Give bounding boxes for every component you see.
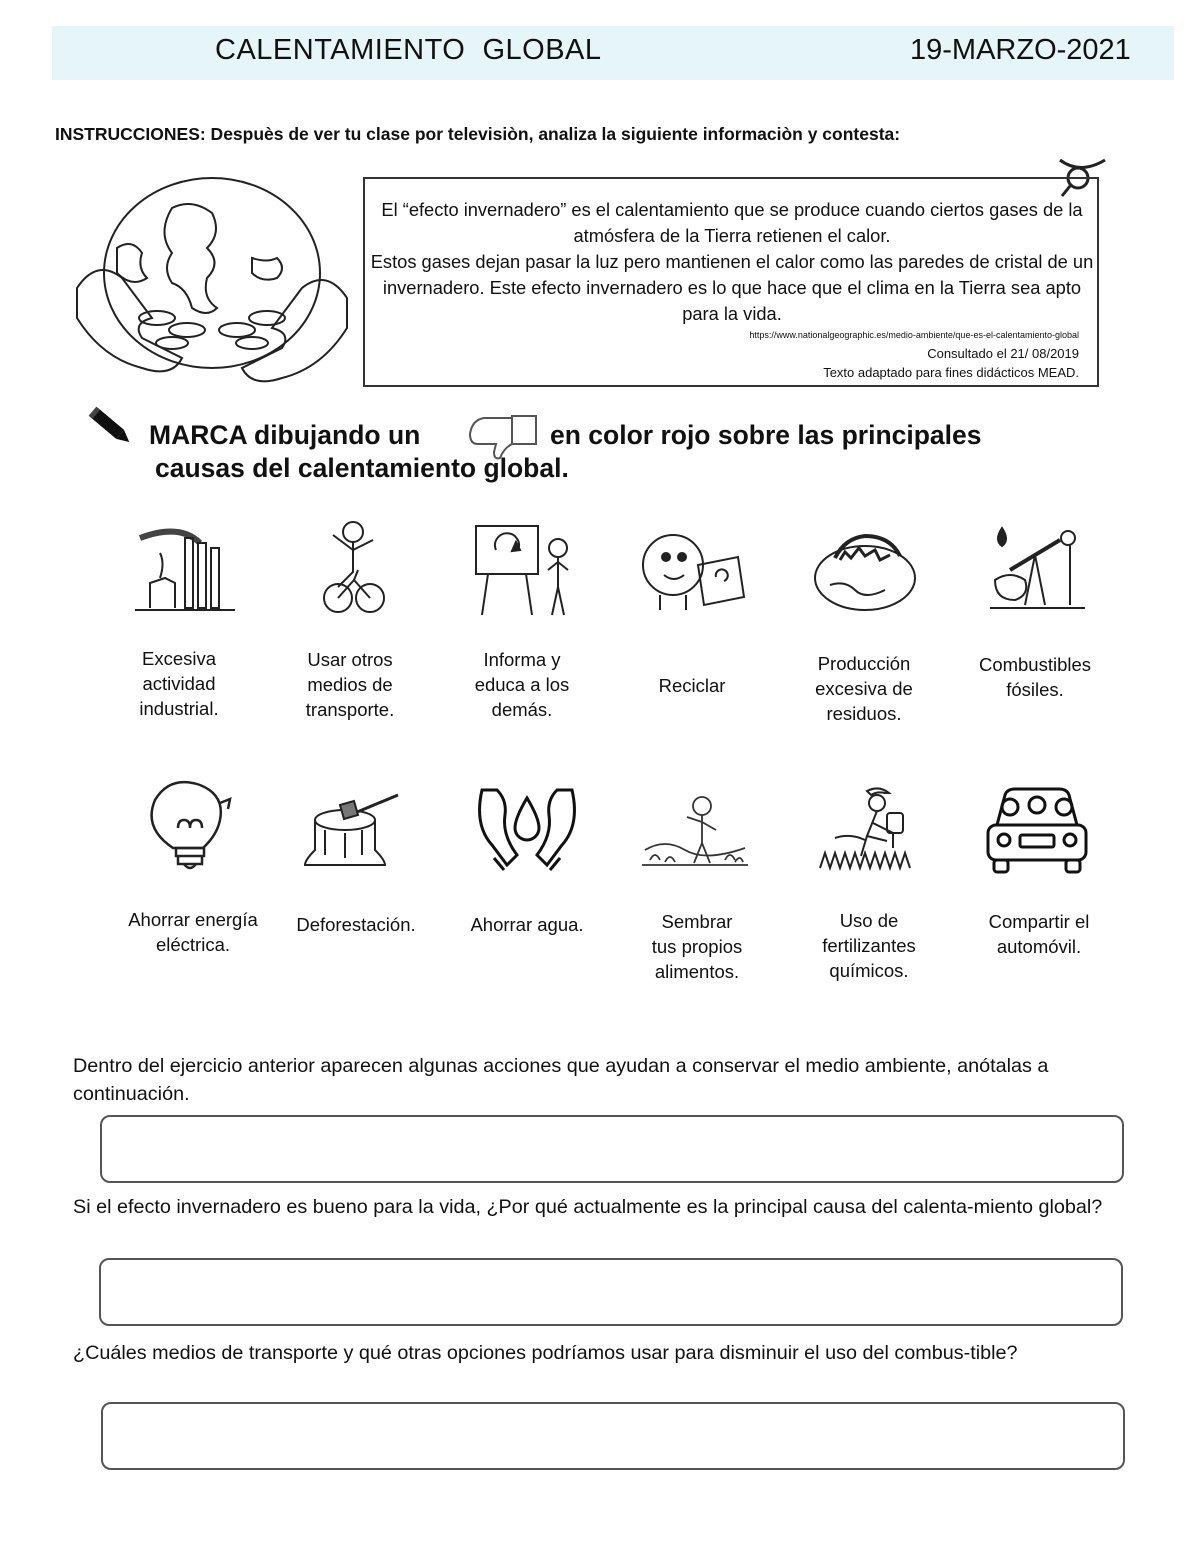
tree-stump-icon	[300, 785, 410, 885]
mark-instruction-part-3: causas del calentamiento global.	[155, 453, 569, 483]
answer-box-3[interactable]	[101, 1402, 1125, 1470]
instructions: INSTRUCCIONES: Despuès de ver tu clase por televisiòn, analiza la siguiente informaciòn y contesta:	[55, 124, 901, 144]
page-title: CALENTAMIENTO GLOBAL	[215, 34, 602, 66]
item-label-5: Producción excesiva de residuos.	[815, 653, 913, 724]
info-text	[370, 197, 1094, 327]
item-label-3: Informa y educa a los demás.	[474, 649, 570, 720]
info-paragraph-2: Estos gases dejan pasar la luz pero mantienen el calor como las paredes de cristal de un invernadero. Este efecto invernadero es lo que hace que el clima en la Tierra sea apto para la vida.	[370, 251, 1094, 324]
oil-pump-icon	[980, 520, 1090, 620]
question-2: Si el efecto invernadero es bueno para la vida, ¿Por qué actualmente es la principal causa del calenta-miento global?	[73, 1196, 1103, 1218]
answer-box-2[interactable]	[99, 1258, 1123, 1326]
item-label-12: Compartir el automóvil.	[988, 911, 1090, 957]
item-label-4: Reciclar	[658, 675, 726, 696]
info-source: https://www.nationalgeographic.es/medio-ambiente/que-es-el-calentamiento-global	[749, 330, 1079, 340]
question-3: ¿Cuáles medios de transporte y qué otras opciones podríamos usar para disminuir el uso del combus-tible?	[73, 1342, 1018, 1364]
easel-icon	[468, 520, 578, 620]
fertilizer-icon	[815, 783, 925, 883]
info-adapted: Texto adaptado para fines didácticos MEAD.	[823, 365, 1079, 380]
mark-instruction-part-1: MARCA dibujando un	[149, 420, 421, 450]
factory-icon	[130, 518, 240, 618]
water-hands-icon	[472, 780, 582, 880]
mark-instruction-part-2: en color rojo sobre las principales	[550, 420, 982, 450]
lightbulb-icon	[138, 778, 248, 878]
pencil-icon	[86, 404, 136, 452]
question-1: Dentro del ejercicio anterior aparecen algunas acciones que ayudan a conservar el medio ambiente, anótalas a continuación.	[73, 1055, 1049, 1105]
item-label-2: Usar otros medios de transporte.	[305, 649, 395, 720]
answer-box-1[interactable]	[100, 1115, 1124, 1183]
recycle-icon	[638, 525, 748, 625]
car-icon	[982, 785, 1092, 885]
item-label-1: Excesiva actividad industrial.	[139, 648, 219, 719]
item-label-9: Ahorrar agua.	[470, 914, 584, 935]
info-paragraph-1: El “efecto invernadero” es el calentamiento que se produce cuando ciertos gases de la atmósfera de la Tierra retienen el calor.	[381, 199, 1083, 246]
info-box	[363, 177, 1099, 387]
bicycle-icon	[298, 520, 408, 620]
globe-in-hands-icon	[62, 168, 362, 390]
info-consulted: Consultado el 21/ 08/2019	[927, 346, 1079, 361]
item-label-7: Ahorrar energía eléctrica.	[128, 909, 258, 955]
item-label-8: Deforestación.	[296, 914, 416, 935]
item-label-6: Combustibles fósiles.	[978, 654, 1092, 700]
gardening-icon	[640, 790, 750, 890]
waste-globe-icon	[810, 520, 920, 620]
item-label-10: Sembrar tus propios alimentos.	[651, 911, 743, 982]
page-date: 19-MARZO-2021	[910, 34, 1131, 66]
item-label-11: Uso de fertilizantes químicos.	[822, 910, 916, 981]
